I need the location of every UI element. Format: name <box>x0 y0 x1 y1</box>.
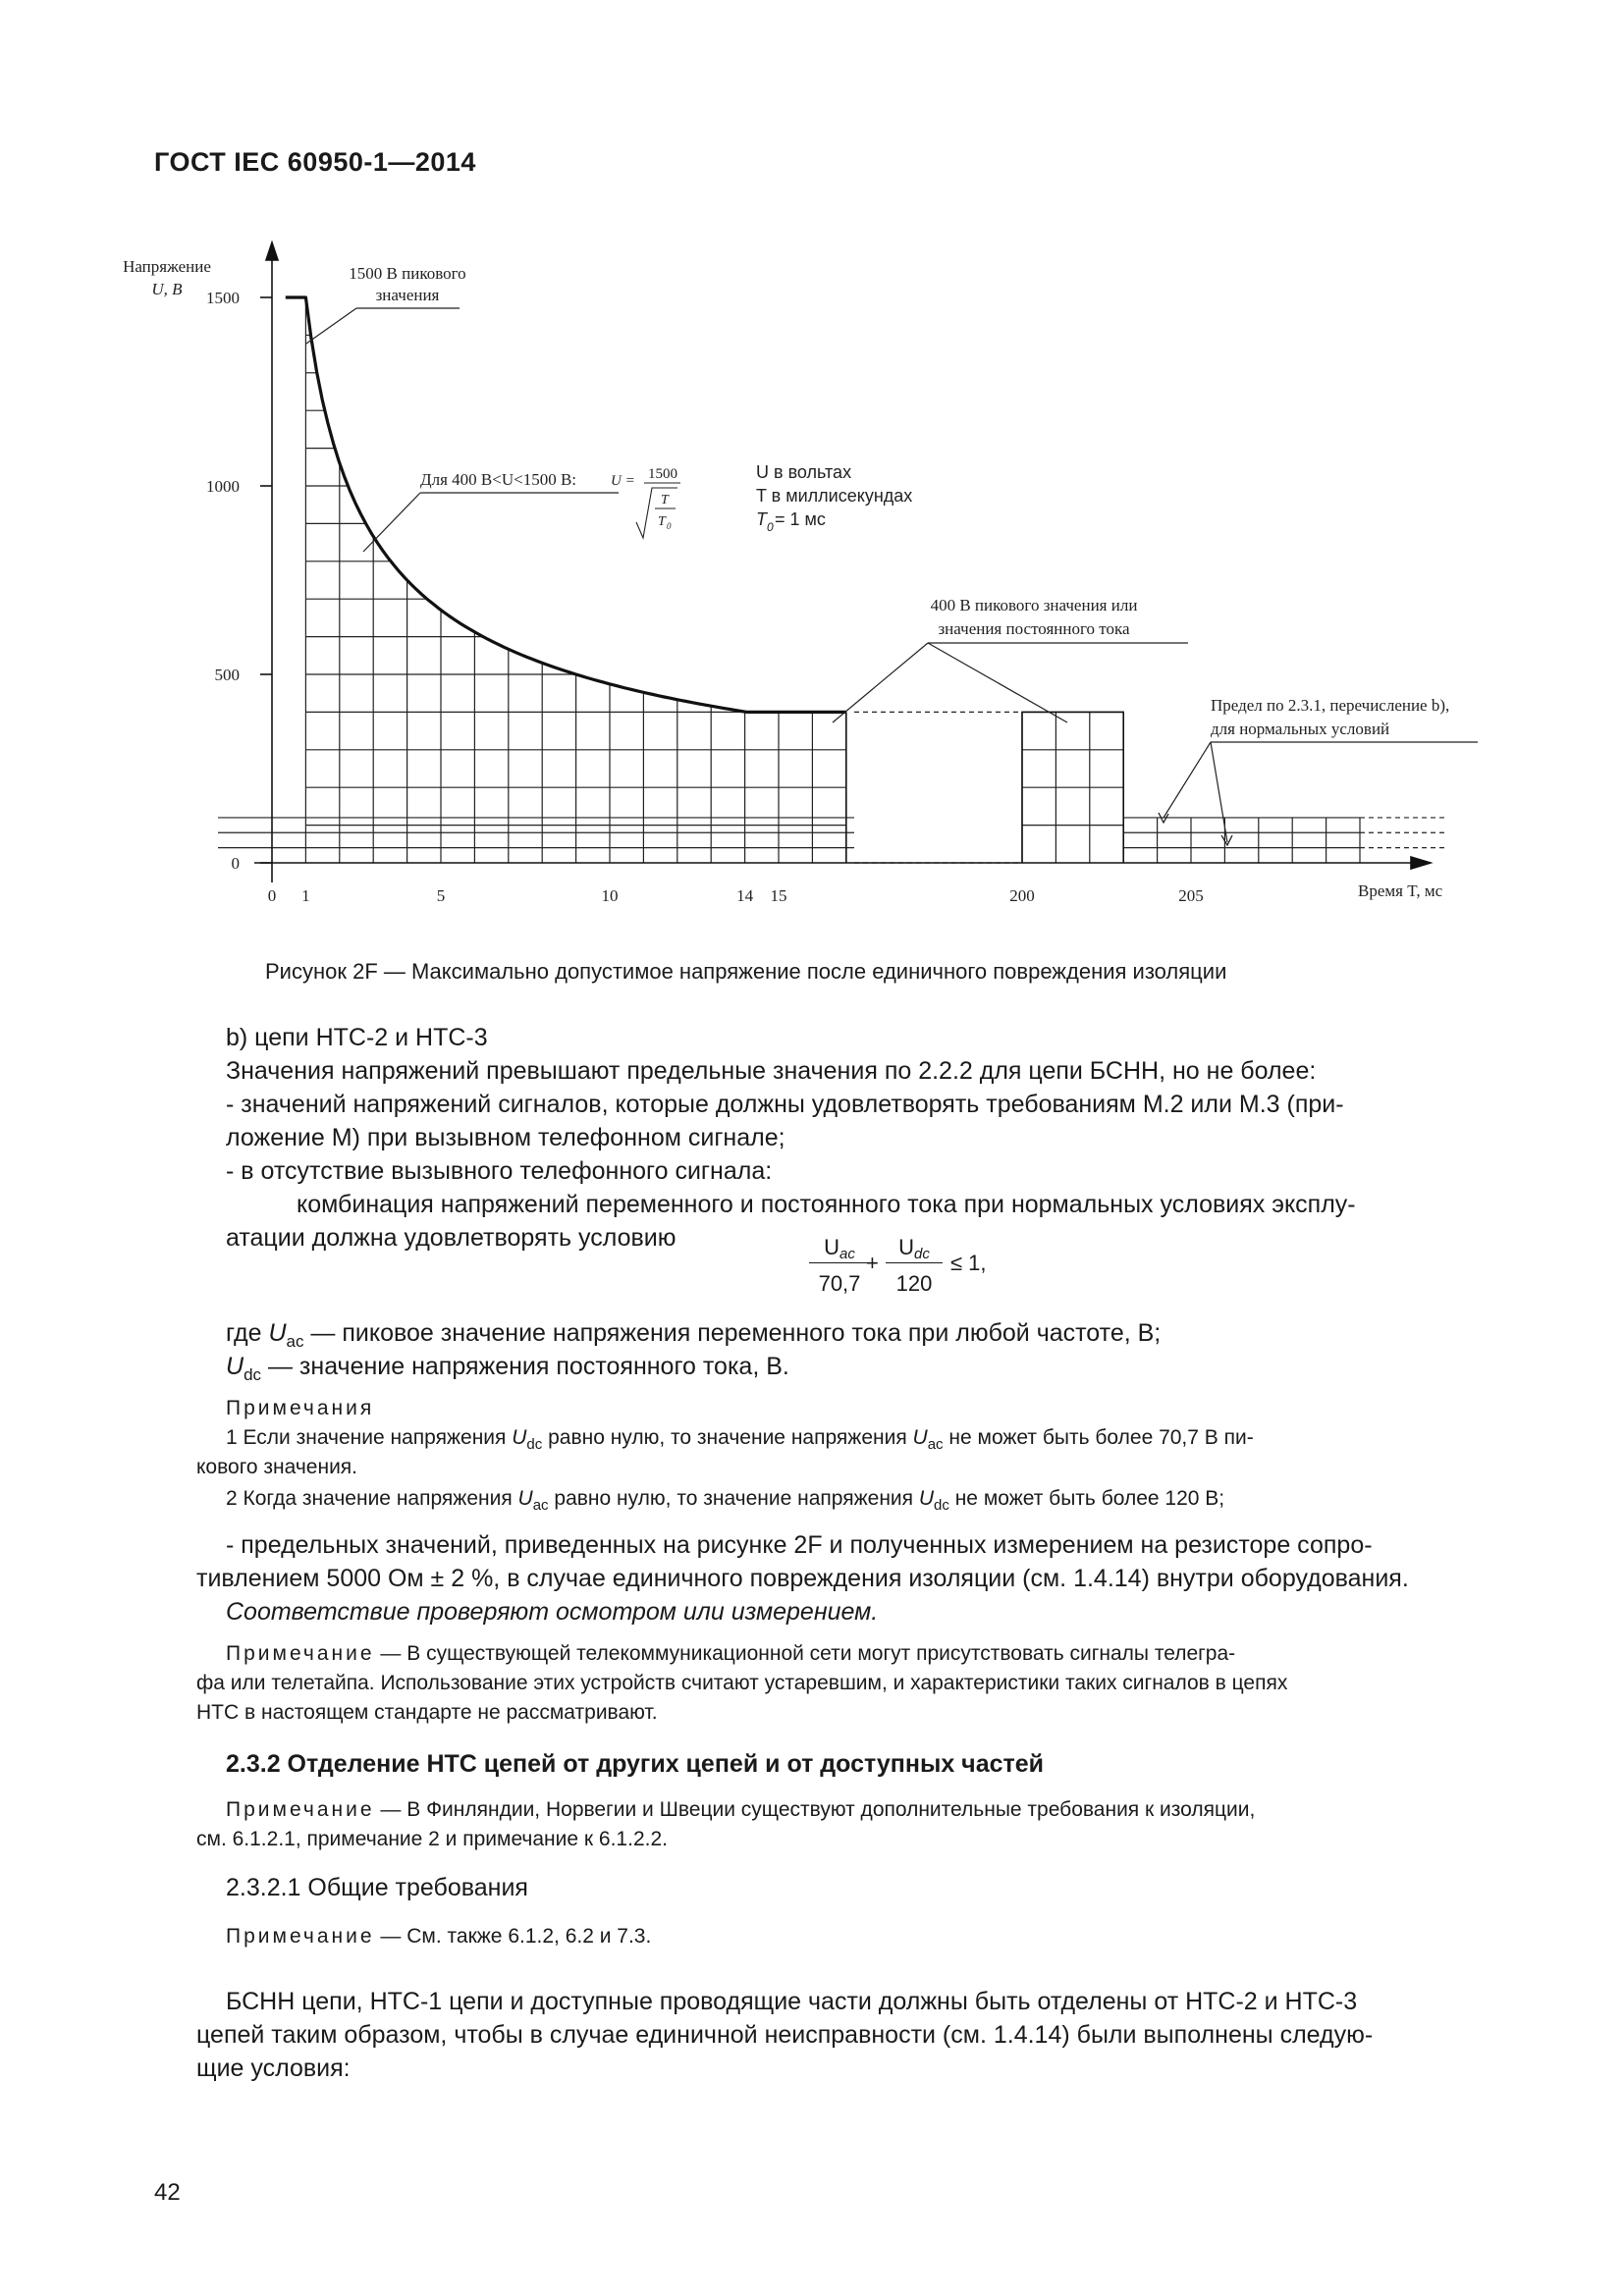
legend-line2: T в миллисекундах <box>756 486 913 506</box>
x-tick-label: 14 <box>736 886 754 905</box>
annotation-limit-line2: для нормальных условий <box>1211 720 1390 738</box>
annotation-limit-line1: Предел по 2.3.1, перечисление b), <box>1211 696 1450 715</box>
compliance-statement: Соответствие проверяют осмотром или измерением. <box>226 1598 879 1626</box>
annotation-400-line1: 400 В пикового значения или <box>930 596 1138 614</box>
document-header: ГОСТ IEC 60950-1—2014 <box>154 147 476 177</box>
x-tick-label: 5 <box>436 886 446 905</box>
note-3-line1: Примечание — В существующей телекоммуникационной сети могут присутствовать сигналы телегра- <box>226 1642 1236 1665</box>
formula-plus: + <box>866 1251 879 1275</box>
formula-bar-1 <box>809 1262 870 1263</box>
peak-annotation-line2: значения <box>375 286 440 304</box>
heading-2-3-2: 2.3.2 Отделение НТС цепей от других цепей и от доступных частей <box>226 1750 1045 1778</box>
x-tick-label: 15 <box>770 886 787 905</box>
y-axis-label-line1: Напряжение <box>123 257 211 276</box>
final-paragraph-line3: щие условия: <box>196 2055 351 2082</box>
note-3-line3: НТС в настоящем стандарте не рассматривают. <box>196 1701 658 1724</box>
formula-bar-2 <box>886 1262 943 1263</box>
formula-u: U = <box>611 473 635 489</box>
formula-fraction-ac <box>805 1231 874 1300</box>
note-4-line1: Примечание — В Финляндии, Норвегии и Швеции существуют дополнительные требования к изоляции, <box>226 1798 1256 1821</box>
x-tick-label: 0 <box>267 886 277 905</box>
formula-u-ac: U <box>824 1235 840 1259</box>
definition-uac: где $U_{ac}$ — пиковое значение напряжения переменного тока при любой частоте, В; <box>226 1319 1162 1351</box>
y-tick-label: 500 <box>214 666 240 684</box>
legend-line3-sub: 0 <box>767 520 774 534</box>
section-b-title: b) цепи НТС-2 и НТС-3 <box>226 1024 488 1051</box>
notes-title: Примечания <box>226 1397 375 1419</box>
x-tick-label: 205 <box>1178 886 1204 905</box>
list-item-3-line1: - предельных значений, приведенных на рисунке 2F и полученных измерением на резисторе сопро- <box>226 1531 1373 1559</box>
formula-t0-sub: 0 <box>667 521 672 531</box>
formula-t: T <box>661 493 669 507</box>
formula-numerator: 1500 <box>648 466 677 482</box>
note-5: Примечание — См. также 6.1.2, 6.2 и 7.3. <box>226 1925 652 1948</box>
formula-le: ≤ 1, <box>950 1251 987 1275</box>
list-item-2: - в отсутствие вызывного телефонного сигнала: <box>226 1157 773 1185</box>
formula-u-dc-sub: dc <box>914 1246 930 1262</box>
formula-fraction-dc <box>882 1231 947 1300</box>
formula-t0: T <box>658 514 666 529</box>
list-item-1-line1: - значений напряжений сигналов, которые должны удовлетворять требованиям М.2 или М.3 (при- <box>226 1091 1344 1118</box>
list-item-3-line2: тивлением 5000 Ом ± 2 %, в случае единичного повреждения изоляции (см. 1.4.14) внутри оборудования. <box>196 1565 1409 1592</box>
y-axis-label-line2: U, В <box>151 280 183 298</box>
legend-line3-rest: = 1 мс <box>775 509 826 529</box>
note-4-line2: см. 6.1.2.1, примечание 2 и примечание к 6.1.2.2. <box>196 1828 668 1850</box>
y-tick-label: 1500 <box>206 289 240 307</box>
x-tick-label: 200 <box>1009 886 1035 905</box>
final-paragraph-line1: БСНН цепи, НТС-1 цепи и доступные проводящие части должны быть отделены от НТС-2 и НТС-3 <box>226 1988 1358 2015</box>
heading-2-3-2-1: 2.3.2.1 Общие требования <box>226 1874 528 1901</box>
x-tick-label: 10 <box>601 886 619 905</box>
formula-annotation-prefix: Для 400 В<U<1500 В: <box>420 470 577 489</box>
combination-line1: комбинация напряжений переменного и постоянного тока при нормальных условиях эксплу- <box>297 1191 1356 1218</box>
peak-annotation-line1: 1500 В пикового <box>349 264 466 283</box>
paragraph-intro: Значения напряжений превышают предельные значения по 2.2.2 для цепи БСНН, но не более: <box>226 1057 1317 1085</box>
note-1-line2: кового значения. <box>196 1456 358 1478</box>
legend-line1: U в вольтах <box>756 462 852 482</box>
formula-den-2: 120 <box>895 1271 933 1296</box>
formula-den-1: 70,7 <box>818 1271 861 1296</box>
note-3-line2: фа или телетайпа. Использование этих устройств считают устаревшим, и характеристики таких сигналов в цепях <box>196 1672 1288 1694</box>
formula-u-dc: U <box>898 1235 915 1259</box>
final-paragraph-line2: цепей таким образом, чтобы в случае единичной неисправности (см. 1.4.14) были выполнены следую- <box>196 2021 1374 2049</box>
y-tick-label: 1000 <box>206 477 240 496</box>
annotation-400-line2: значения постоянного тока <box>938 619 1130 638</box>
formula-u-ac-sub: ac <box>839 1246 855 1262</box>
x-tick-label: 1 <box>301 886 310 905</box>
figure-caption: Рисунок 2F — Максимально допустимое напряжение после единичного повреждения изоляции <box>265 959 1227 984</box>
x-axis-label: Время T, мс <box>1358 881 1443 900</box>
combination-line2: атации должна удовлетворять условию <box>226 1224 677 1252</box>
y-tick-label: 0 <box>231 854 240 873</box>
definition-udc: $U_{dc}$ — значение напряжения постоянного тока, В. <box>226 1353 789 1384</box>
page-number: 42 <box>154 2179 181 2206</box>
note-1-line1: 1 Если значение напряжения $U_{dc}$ равно нулю, то значение напряжения $U_{ac}$ не может быть более 70,7 В пи- <box>226 1426 1254 1454</box>
list-item-1-line2: ложение М) при вызывном телефонном сигнале; <box>226 1124 785 1151</box>
legend-line3: T <box>756 509 767 529</box>
note-2: 2 Когда значение напряжения $U_{ac}$ равно нулю, то значение напряжения $U_{dc}$ не может быть более 120 В; <box>226 1487 1225 1515</box>
